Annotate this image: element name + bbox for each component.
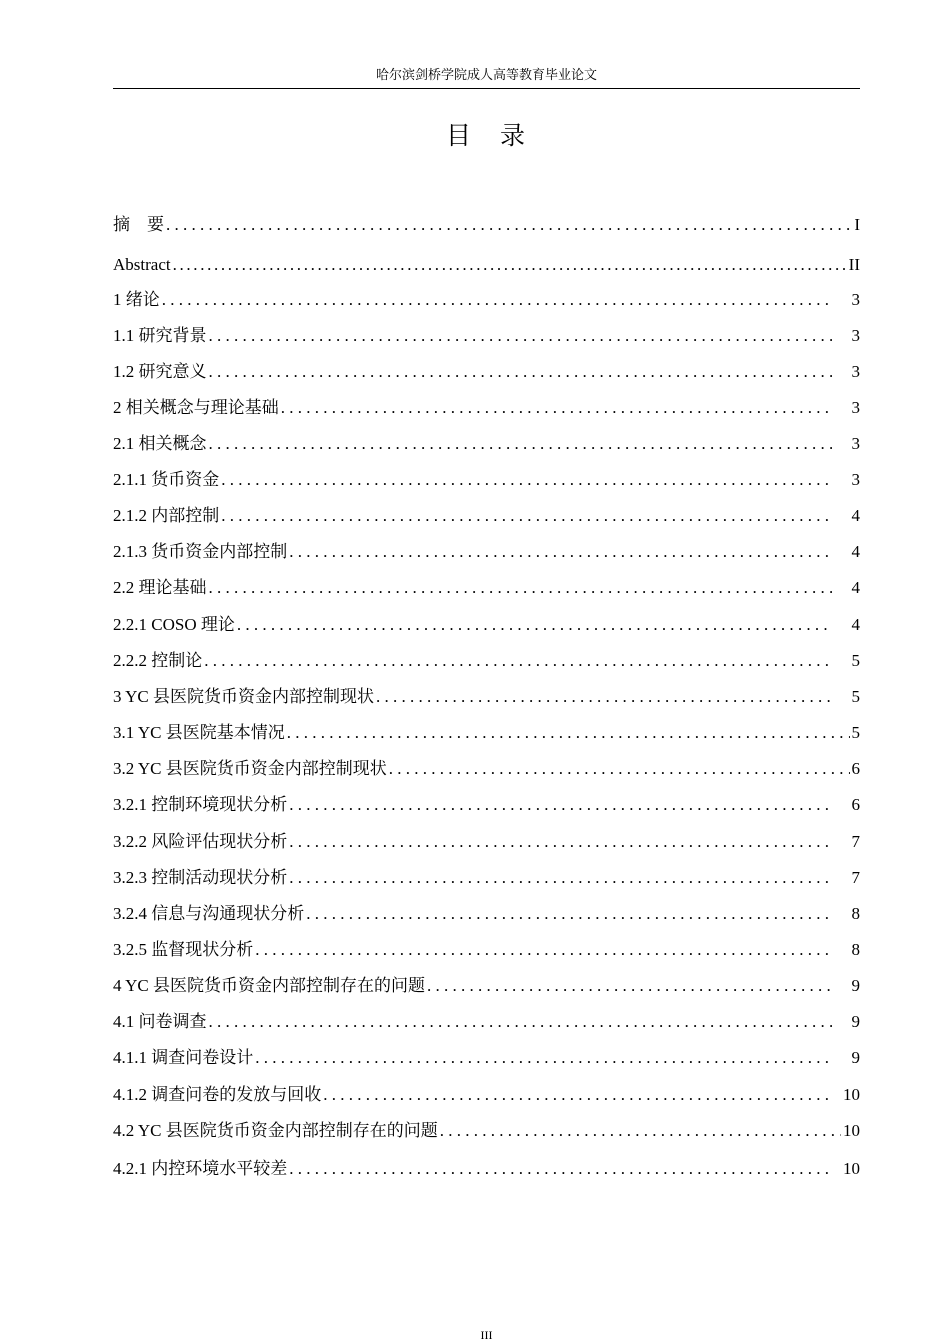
toc-entry-label: 4 YC 县医院货币资金内部控制存在的问题 — [113, 976, 425, 995]
toc-entry-page: 5 — [851, 723, 860, 742]
toc-entry-page: 8 — [851, 904, 860, 923]
toc-entry-page: 3 — [851, 398, 860, 417]
toc-entry-label: 2.2.2 控制论 — [113, 651, 203, 670]
toc-entry[interactable] — [113, 539, 860, 565]
toc-dot-leader — [255, 1045, 832, 1071]
toc-entry[interactable] — [113, 937, 860, 963]
page-number: III — [480, 1328, 493, 1342]
toc-dot-leader — [209, 323, 833, 349]
toc-entry-label: 3.2.1 控制环境现状分析 — [113, 795, 288, 814]
toc-entry-page: 10 — [843, 1159, 860, 1178]
toc-entry-label: 4.1.2 调查问卷的发放与回收 — [113, 1085, 322, 1104]
toc-dot-leader — [306, 901, 832, 927]
toc-entry[interactable] — [113, 1118, 860, 1144]
toc-entry-label: Abstract — [113, 255, 171, 274]
running-header: 哈尔滨剑桥学院成人高等教育毕业论文 — [375, 67, 597, 82]
toc-dot-leader — [204, 648, 832, 674]
toc-entry-page: 9 — [851, 1048, 860, 1067]
toc-entry[interactable] — [113, 1082, 860, 1108]
toc-dot-leader — [209, 575, 833, 601]
toc-title: 目 录 — [445, 123, 527, 150]
toc-entry-page: 9 — [851, 976, 860, 995]
toc-entry-label: 2.1.3 货币资金内部控制 — [113, 542, 288, 561]
toc-entry-page: 10 — [843, 1121, 860, 1140]
toc-entry-page: 3 — [851, 470, 860, 489]
toc-entry-page: II — [848, 255, 860, 274]
toc-entry[interactable] — [113, 612, 860, 638]
toc-entry-label: 1 绪论 — [113, 290, 160, 309]
toc-entry-label: 2.2 理论基础 — [113, 578, 207, 597]
toc-entry-page: I — [854, 215, 860, 234]
toc-entry-label: 1.1 研究背景 — [113, 326, 207, 345]
toc-dot-leader — [209, 1009, 833, 1035]
toc-entry-page: 8 — [851, 940, 860, 959]
toc-entry-label: 2.1.2 内部控制 — [113, 506, 220, 525]
toc-entry-label: 2.1.1 货币资金 — [113, 470, 220, 489]
toc-entry-label: 4.1.1 调查问卷设计 — [113, 1048, 254, 1067]
toc-entry[interactable] — [113, 503, 860, 529]
toc-entry-page: 5 — [851, 687, 860, 706]
toc-entry[interactable] — [113, 467, 860, 493]
toc-entry[interactable] — [113, 395, 860, 421]
toc-dot-leader — [287, 720, 850, 746]
toc-dot-leader — [281, 395, 832, 421]
toc-entry-page: 3 — [851, 434, 860, 453]
toc-entry-label: 3.1 YC 县医院基本情况 — [113, 723, 285, 742]
toc-entry-label: 4.1 问卷调查 — [113, 1012, 207, 1031]
toc-entry-label: 3.2.2 风险评估现状分析 — [113, 832, 288, 851]
toc-entry[interactable] — [113, 575, 860, 601]
toc-dot-leader — [289, 829, 832, 855]
toc-entry[interactable] — [113, 901, 860, 927]
toc-dot-leader — [289, 1156, 832, 1182]
toc-entry[interactable] — [113, 684, 860, 710]
toc-entry-page: 4 — [851, 542, 860, 561]
toc-dot-leader — [166, 212, 852, 238]
toc-entry-label: 3.2.3 控制活动现状分析 — [113, 868, 288, 887]
toc-entry-page: 4 — [851, 615, 860, 634]
toc-dot-leader — [221, 503, 832, 529]
toc-entry-page: 4 — [851, 578, 860, 597]
toc-dot-leader — [376, 684, 832, 710]
toc-entry[interactable] — [113, 829, 860, 855]
toc-entry-label: 4.2 YC 县医院货币资金内部控制存在的问题 — [113, 1121, 438, 1140]
toc-dot-leader — [427, 973, 832, 999]
toc-dot-leader — [289, 792, 832, 818]
header-rule — [113, 88, 860, 89]
toc-entry-label: 2.2.1 COSO 理论 — [113, 615, 235, 634]
toc-entry-page: 6 — [851, 795, 860, 814]
toc-dot-leader — [289, 865, 832, 891]
toc-entry[interactable] — [113, 431, 860, 457]
toc-dot-leader — [289, 539, 832, 565]
toc-entry[interactable] — [113, 756, 860, 782]
toc-dot-leader — [173, 252, 847, 278]
toc-entry-label: 3 YC 县医院货币资金内部控制现状 — [113, 687, 374, 706]
toc-entry-label: 3.2.4 信息与沟通现状分析 — [113, 904, 305, 923]
toc-dot-leader — [255, 937, 832, 963]
toc-entry-page: 10 — [843, 1085, 860, 1104]
toc-entry[interactable] — [113, 865, 860, 891]
toc-entry[interactable] — [113, 323, 860, 349]
toc-entry-page: 3 — [851, 362, 860, 381]
toc-dot-leader — [209, 359, 833, 385]
toc-dot-leader — [221, 467, 832, 493]
toc-entry-label: 2.1 相关概念 — [113, 434, 207, 453]
toc-entry[interactable] — [113, 212, 860, 238]
toc-entry-label: 3.2.5 监督现状分析 — [113, 940, 254, 959]
toc-entry-label: 摘 要 — [113, 215, 164, 234]
toc-entry-page: 7 — [851, 868, 860, 887]
toc-entry-page: 6 — [851, 759, 860, 778]
toc-entry[interactable] — [113, 252, 860, 278]
toc-entry-label: 2 相关概念与理论基础 — [113, 398, 279, 417]
toc-entry-page: 4 — [851, 506, 860, 525]
toc-entry[interactable] — [113, 792, 860, 818]
toc-dot-leader — [323, 1082, 832, 1108]
toc-dot-leader — [440, 1118, 841, 1144]
toc-entry[interactable] — [113, 287, 860, 313]
toc-dot-leader — [209, 431, 833, 457]
toc-entry-page: 3 — [851, 290, 860, 309]
toc-entry[interactable] — [113, 1156, 860, 1182]
toc-entry[interactable] — [113, 359, 860, 385]
toc-entry[interactable] — [113, 720, 860, 746]
toc-dot-leader — [389, 756, 850, 782]
toc-entry-page: 5 — [851, 651, 860, 670]
toc-entry-page: 7 — [851, 832, 860, 851]
toc-entry[interactable] — [113, 973, 860, 999]
toc-entry-label: 4.2.1 内控环境水平较差 — [113, 1159, 288, 1178]
toc-entry-label: 3.2 YC 县医院货币资金内部控制现状 — [113, 759, 387, 778]
toc-entry-label: 1.2 研究意义 — [113, 362, 207, 381]
toc-entry-page: 3 — [851, 326, 860, 345]
toc-entry-page: 9 — [851, 1012, 860, 1031]
toc-dot-leader — [237, 612, 832, 638]
toc-entry[interactable] — [113, 1045, 860, 1071]
toc-entry[interactable] — [113, 1009, 860, 1035]
toc-dot-leader — [162, 287, 832, 313]
toc-entry[interactable] — [113, 648, 860, 674]
